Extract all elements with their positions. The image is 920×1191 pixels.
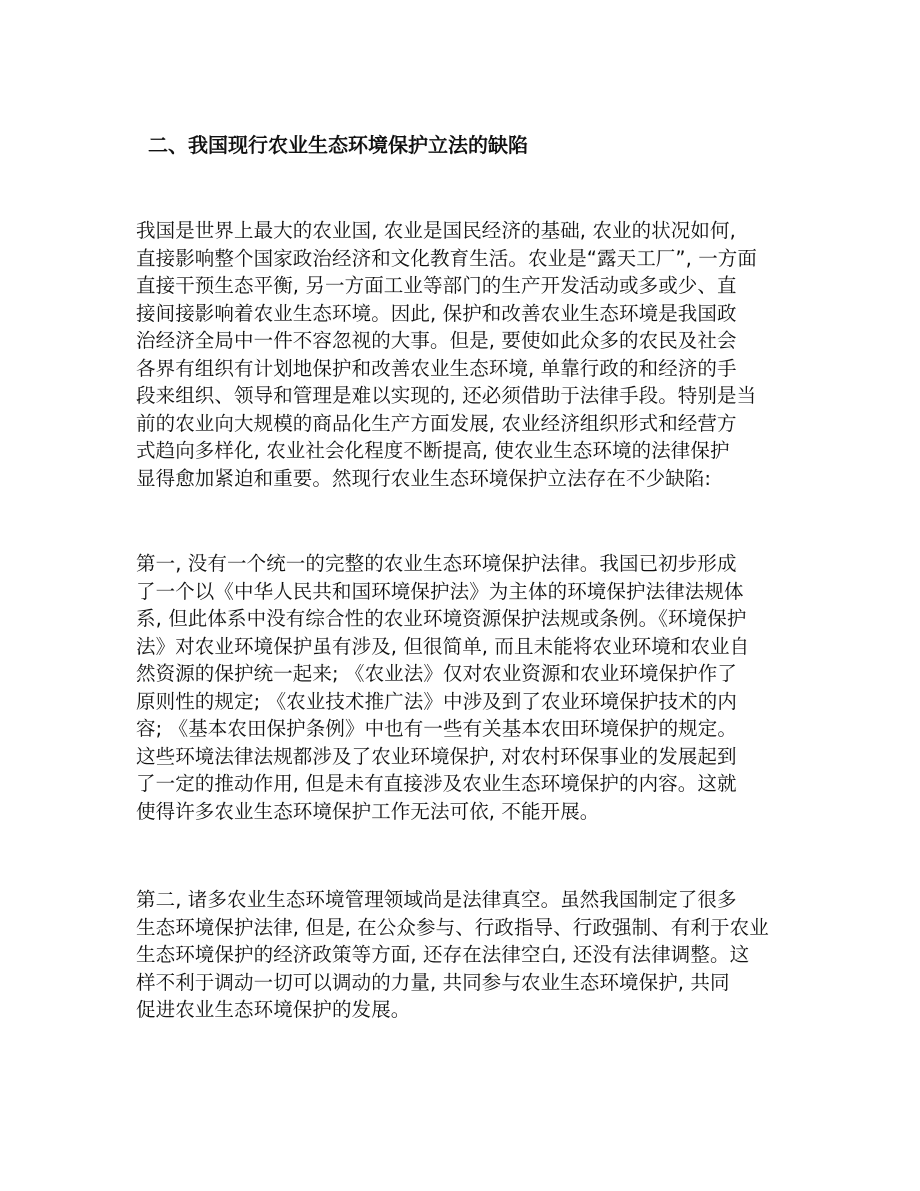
paragraph-line: 第二, 诸多农业生态环境管理领域尚是法律真空。虽然我国制定了很多 [136,888,737,911]
paragraph-line: 第一, 没有一个统一的完整的农业生态环境保护法律。我国已初步形成 [136,552,737,575]
section-heading: 二、我国现行农业生态环境保护立法的缺陷 [148,133,528,157]
paragraph-line: 前的农业向大规模的商品化生产方面发展, 农业经济组织形式和经营方 [136,411,737,435]
paragraph-line: 式趋向多样化, 农业社会化程度不断提高, 使农业生态环境的法律保护 [136,439,730,462]
paragraph-line: 生态环境保护法律, 但是, 在公众参与、行政指导、行政强制、有利于农业 [136,915,769,939]
paragraph-line: 系, 但此体系中没有综合性的农业环境资源保护法规或条例。《环境保护 [136,607,747,630]
paragraph-line: 容; 《基本农田保护条例》中也有一些有关基本农田环境保护的规定。 [136,717,737,740]
paragraph-line: 了一个以《中华人民共和国环境保护法》为主体的环境保护法律法规体 [136,579,744,603]
paragraph-line: 生态环境保护的经济政策等方面, 还存在法律空白, 还没有法律调整。这 [136,943,750,966]
paragraph-line: 这些环境法律法规都涉及了农业环境保护, 对农村环保事业的发展起到 [136,744,737,768]
paragraph-line: 样不利于调动一切可以调动的力量, 共同参与农业生态环境保护, 共同 [136,970,730,994]
paragraph-line: 使得许多农业生态环境保护工作无法可依, 不能开展。 [136,799,600,823]
paragraph-line: 段来组织、领导和管理是难以实现的, 还必须借助于法律手段。特别是当 [136,384,757,407]
paragraph-line: 直接干预生态平衡, 另一方面工业等部门的生产开发活动或多或少、直 [136,274,737,297]
paragraph-3 [136,886,786,1024]
paragraph-line: 了一定的推动作用, 但是未有直接涉及农业生态环境保护的内容。这就 [136,772,737,795]
paragraph-2 [136,550,786,825]
paragraph-line: 原则性的规定; 《农业技术推广法》中涉及到了农业环境保护技术的内 [136,689,737,713]
paragraph-1 [136,217,786,492]
paragraph-line: 我国是世界上最大的农业国, 农业是国民经济的基础, 农业的状况如何, [136,219,736,242]
paragraph-line: 接间接影响着农业生态环境。因此, 保护和改善农业生态环境是我国政 [136,301,737,325]
paragraph-line: 直接影响整个国家政治经济和文化教育生活。农业是“露天工厂”, 一方面 [136,246,758,270]
paragraph-line: 法》对农业环境保护虽有涉及, 但很简单, 而且未能将农业环境和农业自 [136,634,750,658]
paragraph-line: 各界有组织有计划地保护和改善农业生态环境, 单靠行政的和经济的手 [136,356,737,380]
paragraph-line: 显得愈加紧迫和重要。然现行农业生态环境保护立法存在不少缺陷: [136,466,712,490]
paragraph-line: 然资源的保护统一起来; 《农业法》仅对农业资源和农业环境保护作了 [136,662,737,685]
paragraph-line: 促进农业生态环境保护的发展。 [136,998,411,1021]
paragraph-line: 治经济全局中一件不容忽视的大事。但是, 要使如此众多的农民及社会 [136,329,737,352]
